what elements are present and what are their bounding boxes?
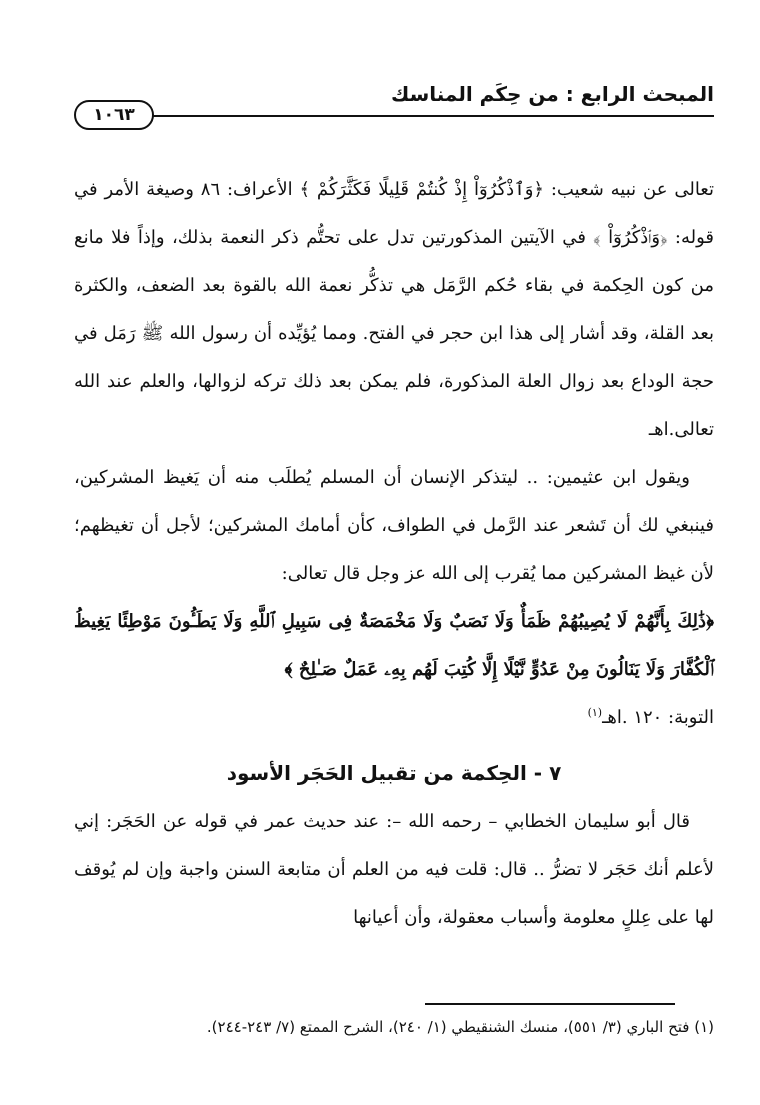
paragraph-3: قال أبو سليمان الخطابي – رحمه الله –: عند حديث عمر في قوله عن الحَجَر: إني لأعلم أنك حَجَر لا تضرُّ .. قال: قلت فيه من العلم أن متابعة السنن واجبة وإن لم يُوقف لها على عِللٍ معلومة وأسباب معقولة، وأن أعيانها	[74, 811, 714, 928]
chapter-title: المبحث الرابع : من حِكَم المناسك	[390, 82, 714, 106]
page-header	[74, 78, 714, 124]
footnote-marker: (١)	[587, 706, 603, 719]
footnote-divider	[425, 1003, 675, 1005]
footnote: (١) فتح الباري (٣/ ٥٥١)، منسك الشنقيطي (١/ ٢٤٠)، الشرح الممتع (٧/ ٢٤٣-٢٤٤).	[206, 1018, 714, 1036]
paragraph-1: تعالى عن نبيه شعيب: ﴿وَٱذْكُرُوٓاْ إِذْ كُنتُمْ قَلِيلًا فَكَثَّرَكُمْ ﴾ الأعراف: ٨٦ وصيغة الأمر في قوله: ﴿وَٱذْكُرُوٓاْ ﴾ في الآيتين المذكورتين تدل على تحتُّم ذكر النعمة بذلك، وإذاً فلا مانع من كون الحِكمة في بقاء حُكم الرَّمَل هي تذكُّر نعمة الله بالقوة بعد الضعف، والكثرة بعد القلة، وقد أشار إلى هذا ابن حجر في الفتح. ومما يُؤيِّده أن رسول الله ﷺ رَمَل في حجة الوداع بعد زوال العلة المذكورة، فلم يمكن بعد ذلك تركه لزوالها، والعلم عند الله تعالى.اهـ	[74, 179, 714, 440]
verse-reference	[74, 694, 714, 742]
header-rule	[144, 115, 714, 117]
quran-verse: ﴿ذَٰلِكَ بِأَنَّهُمْ لَا يُصِيبُهُمْ ظَمَأٌ وَلَا نَصَبٌ وَلَا مَخْمَصَةٌ فِى سَبِيلِ ٱللَّهِ وَلَا يَطَـُٔونَ مَوْطِئًا يَغِيظُ ٱلْكُفَّارَ وَلَا يَنَالُونَ مِنْ عَدُوٍّ نَّيْلًا إِلَّا كُتِبَ لَهُم بِهِۦ عَمَلٌ صَـٰلِحٌ ﴾	[74, 611, 714, 680]
verse-reference-text: التوبة: ١٢٠ .اهـ	[602, 707, 714, 728]
paragraph-2: ويقول ابن عثيمين: .. ليتذكر الإنسان أن المسلم يُطلَب منه أن يَغيظ المشركين، فينبغي لك أن تَشعر عند الرَّمل في الطواف، كأن أمامك المشركين؛ لأجل أن تغيظهم؛ لأن غيظ المشركين مما يُقرب إلى الله عز وجل قال تعالى:	[74, 467, 714, 584]
page-number: ١٠٦٣	[74, 100, 154, 130]
body-text	[74, 166, 714, 942]
section-heading: ٧ - الحِكمة من تقبيل الحَجَر الأسود	[226, 761, 562, 785]
